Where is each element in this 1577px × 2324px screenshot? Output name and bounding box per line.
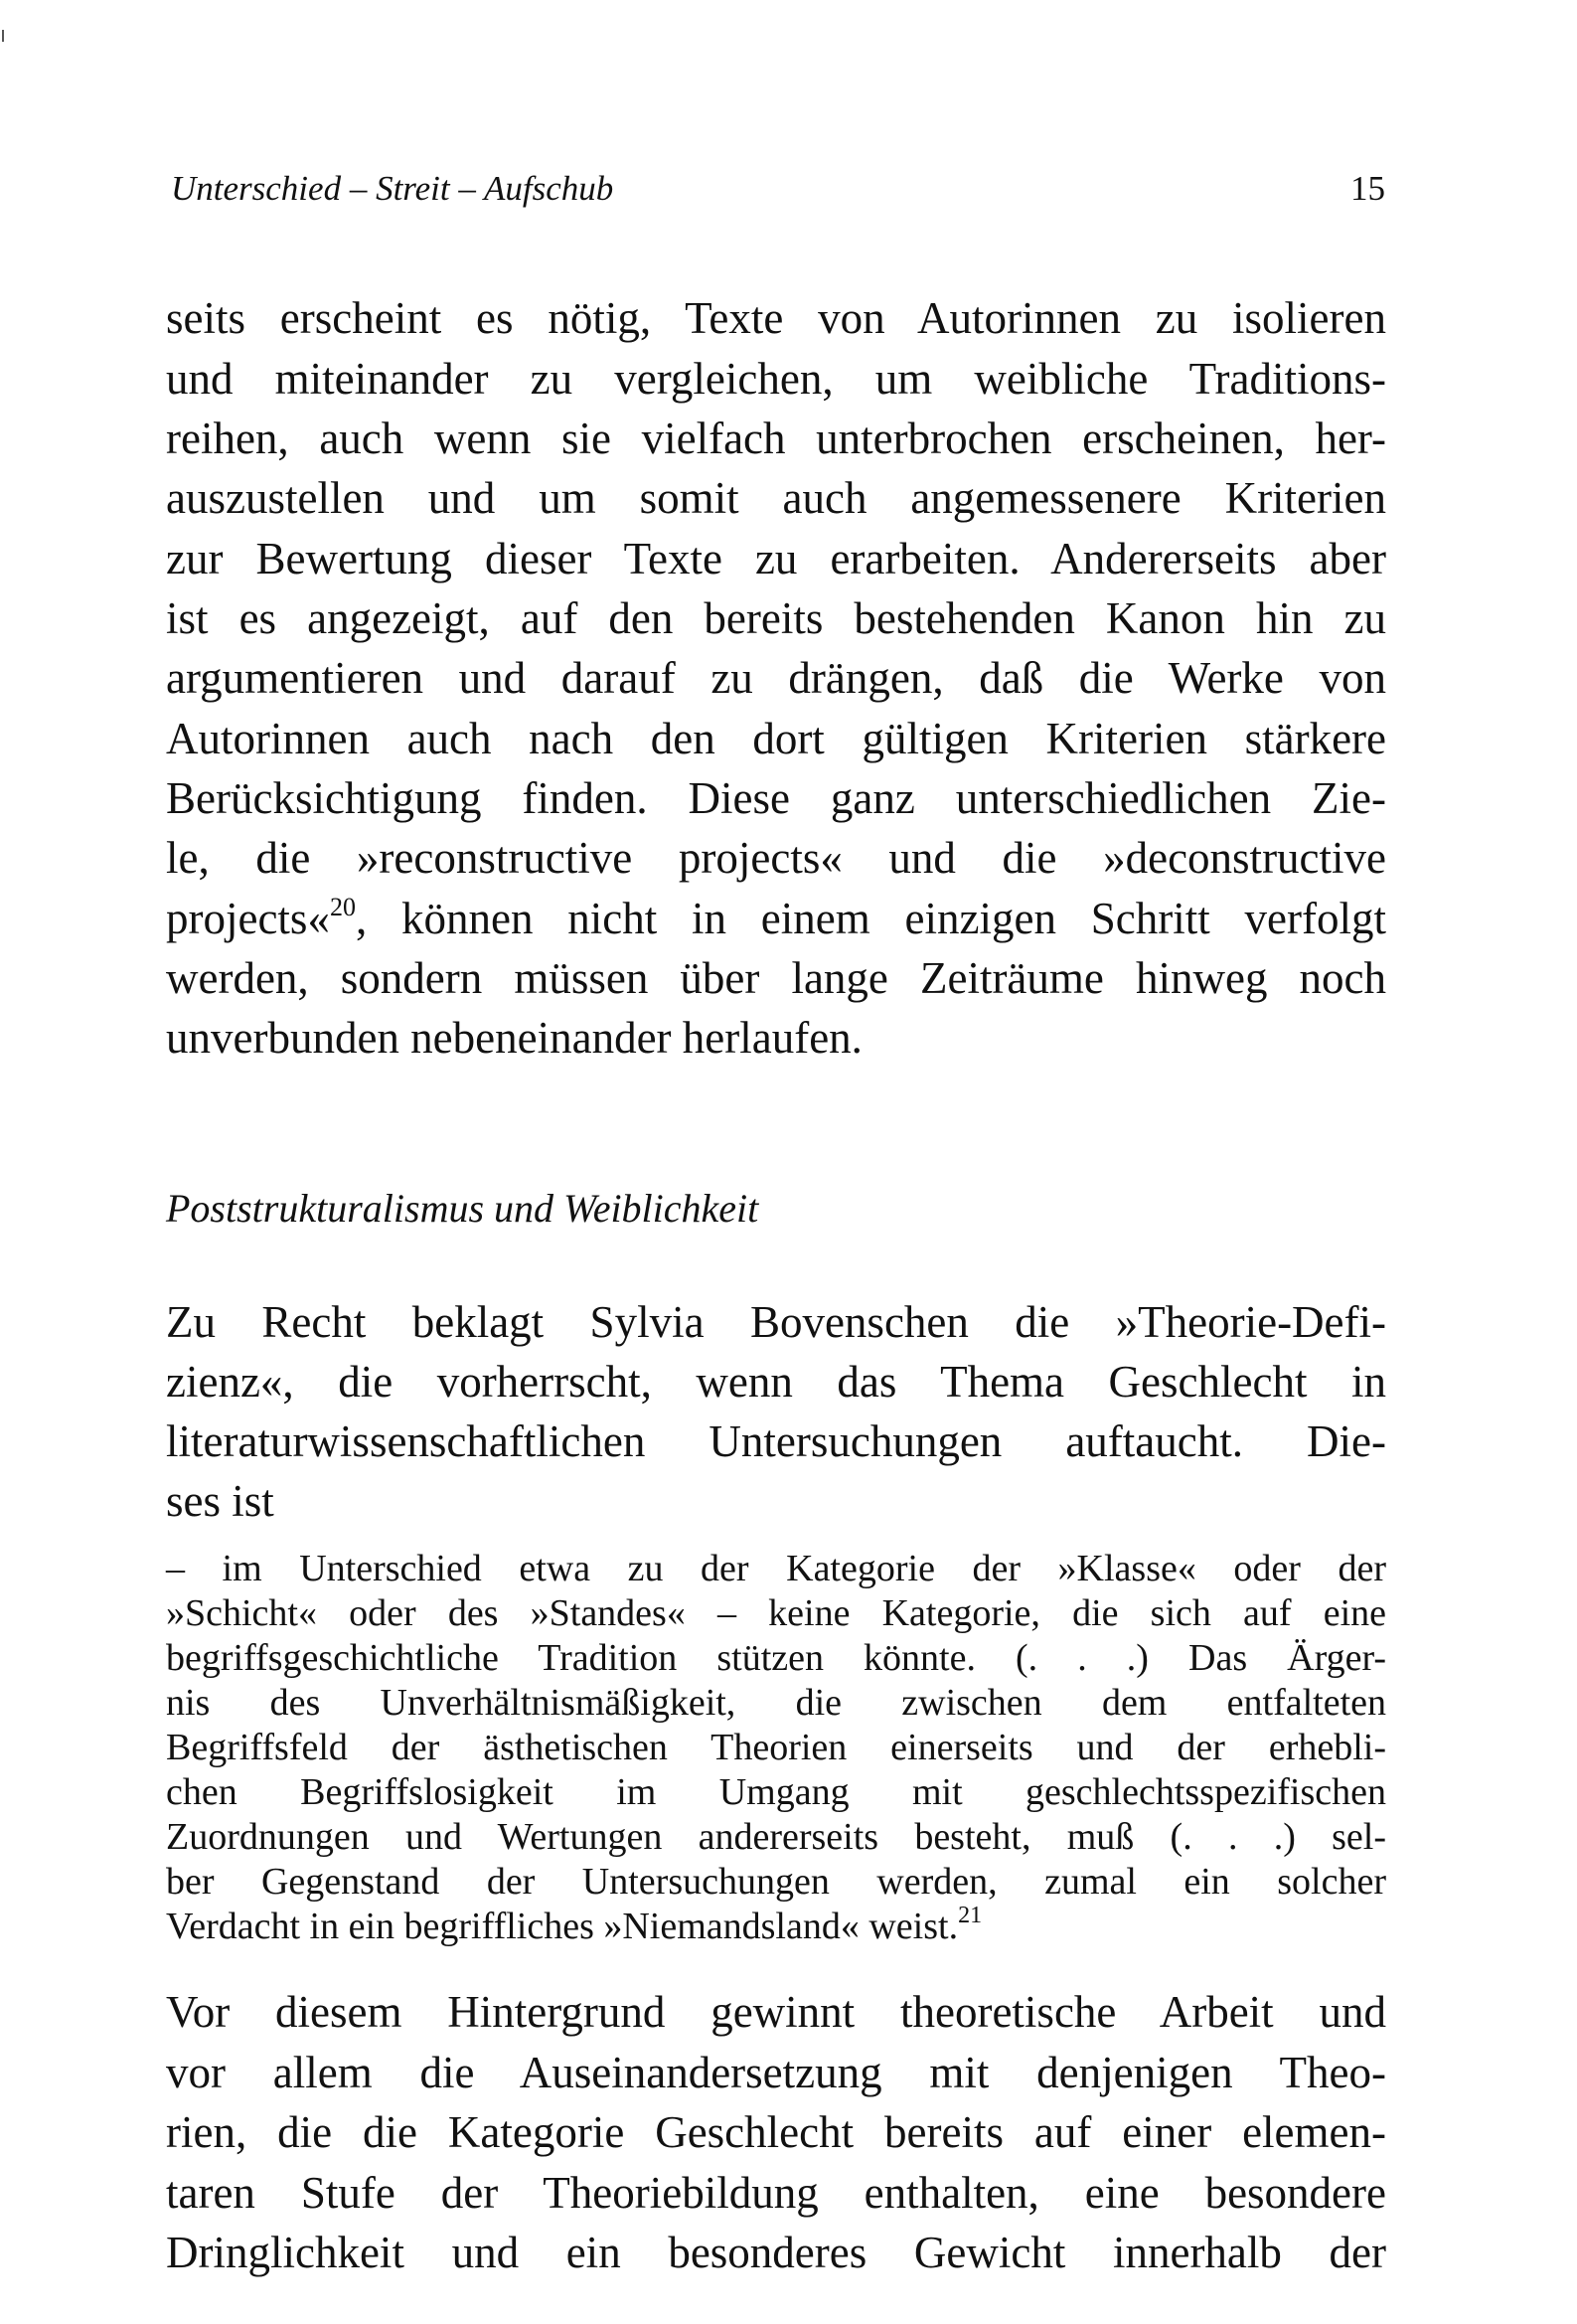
quote-line: [166, 1905, 1386, 1949]
paragraph-line: Berücksichtigung finden. Diese ganz unterschiedlichen Zie-: [166, 773, 1386, 823]
running-title: Unterschied – Streit – Aufschub: [171, 169, 614, 208]
quote-line: nis des Unverhältnismäßigkeit, die zwischen dem entfalteten: [166, 1682, 1386, 1724]
paragraph-line: argumentieren und darauf zu drängen, daß die Werke von: [166, 653, 1386, 703]
page-number: 15: [1350, 169, 1385, 208]
paragraph-line: rien, die die Kategorie Geschlecht bereits auf einer elemen-: [166, 2107, 1386, 2157]
paragraph-line: Zu Recht beklagt Sylvia Bovenschen die »Theorie-Defi-: [166, 1297, 1386, 1347]
paragraph-line: Vor diesem Hintergrund gewinnt theoretische Arbeit und: [166, 1987, 1386, 2037]
quote-line: – im Unterschied etwa zu der Kategorie der »Klasse« oder der: [166, 1548, 1386, 1589]
paragraph-line: ses ist: [166, 1476, 274, 1526]
quote-line: begriffsgeschichtliche Tradition stützen könnte. (. . .) Das Ärger-: [166, 1637, 1386, 1679]
paragraph-line: literaturwissenschaftlichen Untersuchungen auftaucht. Die-: [166, 1416, 1386, 1466]
paragraph-line: ist es angezeigt, auf den bereits bestehenden Kanon hin zu: [166, 593, 1386, 643]
paragraph-line: auszustellen und um somit auch angemessenere Kriterien: [166, 473, 1386, 523]
quote-line: chen Begriffslosigkeit im Umgang mit geschlechtsspezifischen: [166, 1771, 1386, 1813]
footnote-ref-21[interactable]: 21: [958, 1903, 983, 1928]
paragraph-line: werden, sondern müssen über lange Zeiträume hinweg noch: [166, 953, 1386, 1003]
paragraph-line: seits erscheint es nötig, Texte von Autorinnen zu isolieren: [166, 293, 1386, 343]
section-heading: Poststrukturalismus und Weiblichkeit: [166, 1186, 759, 1231]
quote-line: Zuordnungen und Wertungen andererseits besteht, muß (. . .) sel-: [166, 1816, 1386, 1858]
line-text: Verdacht in ein begriffliches »Niemandsland« weist.: [166, 1906, 959, 1947]
paragraph-line: [166, 889, 1386, 948]
paragraph-line: vor allem die Auseinandersetzung mit denjenigen Theo-: [166, 2048, 1386, 2097]
paragraph-line: taren Stufe der Theoriebildung enthalten, eine besondere: [166, 2168, 1386, 2218]
paragraph-line: Dringlichkeit und ein besonderes Gewicht innerhalb der: [166, 2228, 1386, 2277]
quote-line: »Schicht« oder des »Standes« – keine Kategorie, die sich auf eine: [166, 1592, 1386, 1634]
paragraph-line: reihen, auch wenn sie vielfach unterbrochen erscheinen, her-: [166, 414, 1386, 463]
line-text: projects«: [166, 894, 330, 943]
paragraph-line: le, die »reconstructive projects« und die »deconstructive: [166, 833, 1386, 883]
quote-line: Begriffsfeld der ästhetischen Theorien einerseits und der erhebli-: [166, 1727, 1386, 1768]
quote-line: ber Gegenstand der Untersuchungen werden, zumal ein solcher: [166, 1861, 1386, 1903]
footnote-ref-20[interactable]: 20: [329, 893, 356, 921]
paragraph-line: und miteinander zu vergleichen, um weibliche Traditions-: [166, 354, 1386, 404]
paragraph-line: Autorinnen auch nach den dort gültigen Kriterien stärkere: [166, 714, 1386, 763]
paragraph-line: zur Bewertung dieser Texte zu erarbeiten. Andererseits aber: [166, 534, 1386, 583]
paragraph-line: unverbunden nebeneinander herlaufen.: [166, 1013, 863, 1063]
paragraph-line: zienz«, die vorherrscht, wenn das Thema Geschlecht in: [166, 1357, 1386, 1407]
line-text: , können nicht in einem einzigen Schritt verfolgt: [355, 894, 1386, 943]
